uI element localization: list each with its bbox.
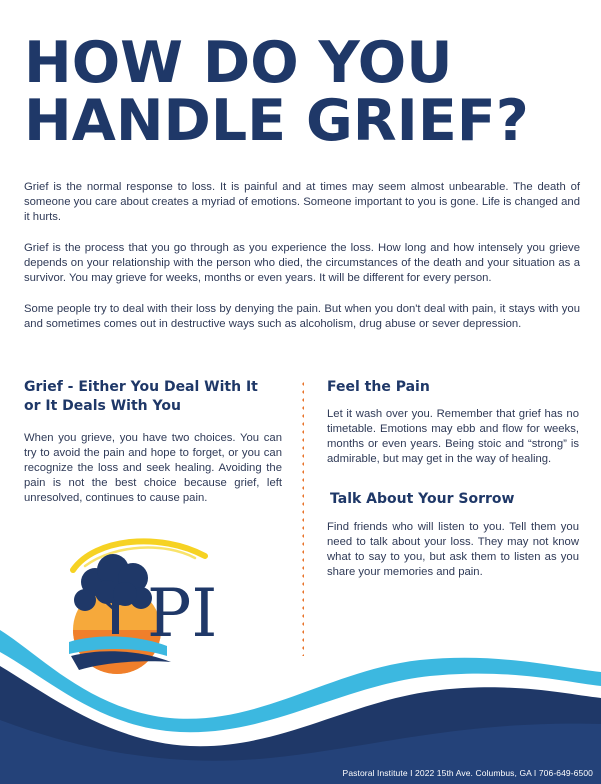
talk-sorrow-heading-block [330, 490, 580, 509]
talk-sorrow-text-block [327, 520, 579, 580]
pastoral-institute-logo [55, 530, 245, 690]
intro-paragraph-3: Some people try to deal with their loss by denying the pain. But when you don't deal with pain, it stays with you and sometimes comes out in destructive ways such as alcoholism, drug abuse or sever depression. [24, 303, 580, 330]
deal-with-grief-text: When you grieve, you have two choices. You can try to avoid the pain and hope to forget, or you can recognize the loss and seek healing. Avoiding the pain is not the best choice because grief, left unresolved, continues to cause pain. [24, 432, 282, 504]
footer-contact: Pastoral Institute I 2022 15th Ave. Columbus, GA I 706-649-6500 [342, 768, 593, 778]
feel-pain-heading-block [327, 378, 577, 397]
left-column-heading-block [24, 378, 274, 416]
feel-pain-text-block [327, 407, 579, 467]
deal-with-grief-heading: Grief - Either You Deal With It or It Deals With You [24, 379, 258, 414]
title-line-2: HANDLE GRIEF? [24, 88, 529, 154]
intro-paragraph-2: Grief is the process that you go through as you experience the loss. How long and how intensely you grieve depends on your relationship with the person who died, the circumstances of the death and your situation as a survivor. You may grieve for weeks, months or even years. It will be different for every person. [24, 242, 580, 284]
title-line-1: HOW DO YOU [24, 30, 453, 96]
feel-pain-heading: Feel the Pain [327, 379, 430, 395]
left-column-text-block [24, 431, 282, 506]
page-title [24, 30, 584, 154]
logo-letters: PI [147, 575, 218, 652]
talk-sorrow-text: Find friends who will listen to you. Tell them you need to talk about your loss. They may not know what to say to you, but ask them to listen as you share your memories and pain. [327, 521, 579, 578]
intro-section [24, 180, 580, 348]
feel-pain-text: Let it wash over you. Remember that grief has no timetable. Emotions may ebb and flow for weeks, months or even years. Being stoic and “strong” is admirable, but may get in the way of healing. [327, 408, 579, 465]
intro-paragraph-1: Grief is the normal response to loss. It is painful and at times may seem almost unbearable. The death of someone you care about creates a myriad of emotions. Someone important to you is gone. Life is changed and it hurts. [24, 181, 580, 223]
talk-sorrow-heading: Talk About Your Sorrow [330, 491, 515, 507]
